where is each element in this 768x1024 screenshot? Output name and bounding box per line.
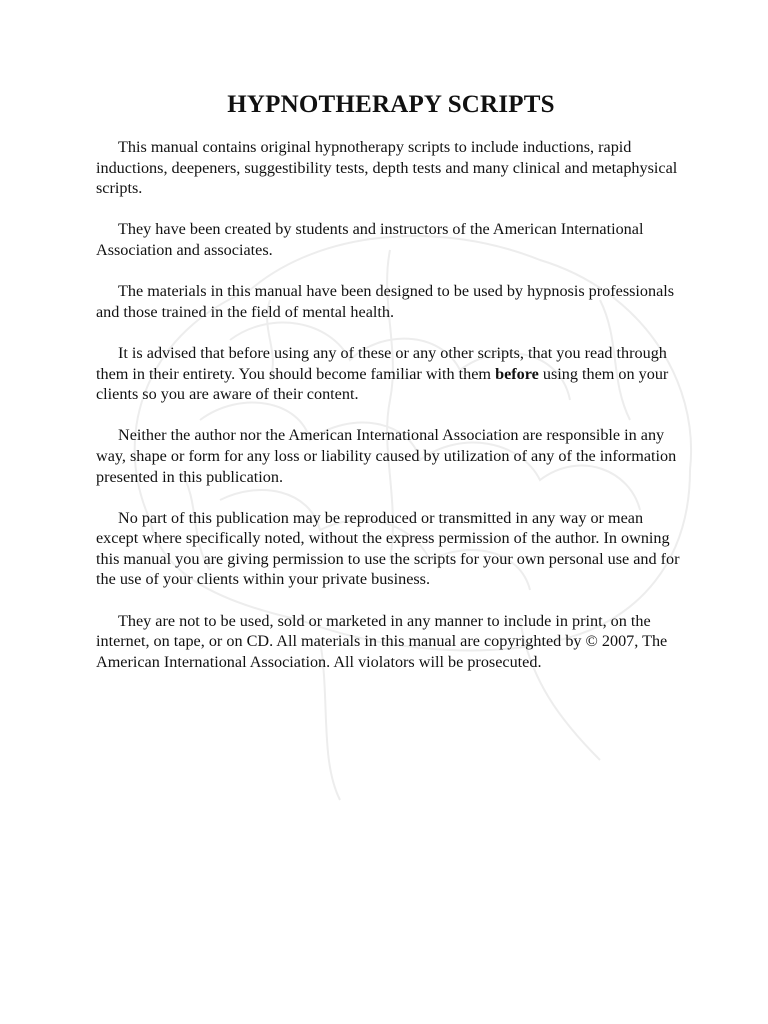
- advisory-emphasis: before: [495, 364, 539, 383]
- paragraph-intended-use: The materials in this manual have been designed to be used by hypnosis professionals and those trained in the field of mental health.: [96, 282, 675, 321]
- advisory-text-end: using them on your clients so you are aware of their content.: [96, 364, 669, 404]
- paragraph-copyright: They are not to be used, sold or marketed in any manner to include in print, on the internet, on tape, or on CD. All materials in this manual are copyrighted by © 2007, The American International Association. All violators will be prosecuted.: [96, 611, 668, 671]
- paragraph-advisory: [96, 343, 686, 405]
- page-title: HYPNOTHERAPY SCRIPTS: [227, 91, 555, 118]
- paragraph-intro: This manual contains original hypnotherapy scripts to include inductions, rapid inductions, deepeners, suggestibility tests, depth tests and many clinical and metaphysical scripts.: [96, 138, 678, 198]
- document-body: [96, 90, 686, 693]
- paragraph-reproduction: No part of this publication may be reproduced or transmitted in any way or mean except where specifically noted, without the express permission of the author. In owning this manual you are giving permission to use the scripts for your own personal use and for the use of your clients within your private business.: [96, 508, 680, 589]
- paragraph-creators: They have been created by students and instructors of the American International Association and associates.: [96, 220, 644, 259]
- paragraph-liability: Neither the author nor the American International Association are responsible in any way, shape or form for any loss or liability caused by utilization of any of the information presented in this publication.: [96, 426, 677, 486]
- advisory-text-start: It is advised that before using any of these or any other scripts, that you read through them in their entirety. You should become familiar with them: [96, 343, 667, 383]
